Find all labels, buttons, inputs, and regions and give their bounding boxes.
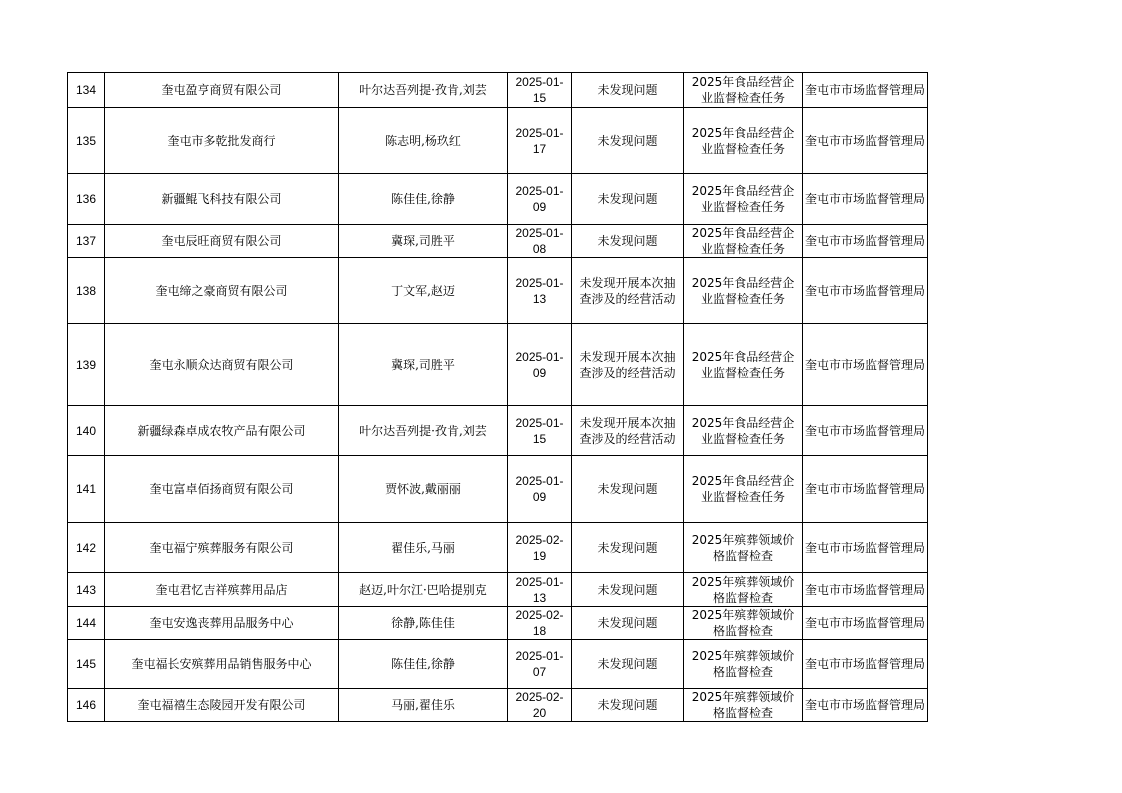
record-number: 140 [68, 406, 105, 456]
inspectors: 陈佳佳,徐静 [339, 174, 508, 225]
record-number: 146 [68, 689, 105, 722]
inspection-date: 2025-02-19 [508, 523, 572, 573]
agency: 奎屯市市场监督管理局 [803, 689, 928, 722]
company-name: 奎屯福宁殡葬服务有限公司 [105, 523, 339, 573]
inspection-date: 2025-01-13 [508, 258, 572, 324]
record-number: 143 [68, 573, 105, 607]
inspection-date: 2025-01-09 [508, 324, 572, 406]
agency: 奎屯市市场监督管理局 [803, 523, 928, 573]
agency: 奎屯市市场监督管理局 [803, 324, 928, 406]
inspection-task: 2025年殡葬领域价格监督检查 [684, 607, 803, 640]
inspection-result: 未发现问题 [572, 607, 684, 640]
inspection-task: 2025年殡葬领域价格监督检查 [684, 573, 803, 607]
inspection-date: 2025-01-17 [508, 108, 572, 174]
agency: 奎屯市市场监督管理局 [803, 406, 928, 456]
inspection-result: 未发现问题 [572, 523, 684, 573]
record-number: 139 [68, 324, 105, 406]
inspection-date: 2025-01-15 [508, 73, 572, 108]
company-name: 奎屯永顺众达商贸有限公司 [105, 324, 339, 406]
inspection-date: 2025-01-09 [508, 174, 572, 225]
inspectors: 马丽,翟佳乐 [339, 689, 508, 722]
inspection-date: 2025-01-13 [508, 573, 572, 607]
table-row [68, 73, 928, 108]
inspection-table [67, 72, 928, 722]
record-number: 141 [68, 456, 105, 523]
company-name: 奎屯福禧生态陵园开发有限公司 [105, 689, 339, 722]
table-row [68, 174, 928, 225]
record-number: 145 [68, 640, 105, 689]
inspection-task: 2025年食品经营企业监督检查任务 [684, 456, 803, 523]
record-number: 142 [68, 523, 105, 573]
inspection-task: 2025年食品经营企业监督检查任务 [684, 73, 803, 108]
company-name: 奎屯安逸丧葬用品服务中心 [105, 607, 339, 640]
inspection-result: 未发现问题 [572, 73, 684, 108]
inspection-result: 未发现开展本次抽查涉及的经营活动 [572, 258, 684, 324]
inspectors: 叶尔达吾列提·孜肯,刘芸 [339, 73, 508, 108]
inspection-result: 未发现问题 [572, 174, 684, 225]
agency: 奎屯市市场监督管理局 [803, 573, 928, 607]
company-name: 奎屯盈亨商贸有限公司 [105, 73, 339, 108]
table-row [68, 689, 928, 722]
inspectors: 翟佳乐,马丽 [339, 523, 508, 573]
table-row [68, 640, 928, 689]
agency: 奎屯市市场监督管理局 [803, 73, 928, 108]
agency: 奎屯市市场监督管理局 [803, 640, 928, 689]
company-name: 奎屯富卓佰扬商贸有限公司 [105, 456, 339, 523]
inspection-task: 2025年食品经营企业监督检查任务 [684, 258, 803, 324]
record-number: 134 [68, 73, 105, 108]
inspection-task: 2025年殡葬领域价格监督检查 [684, 689, 803, 722]
table-row [68, 573, 928, 607]
inspectors: 叶尔达吾列提·孜肯,刘芸 [339, 406, 508, 456]
inspection-result: 未发现问题 [572, 108, 684, 174]
record-number: 144 [68, 607, 105, 640]
inspection-task: 2025年食品经营企业监督检查任务 [684, 406, 803, 456]
inspectors: 贾怀波,戴丽丽 [339, 456, 508, 523]
agency: 奎屯市市场监督管理局 [803, 456, 928, 523]
record-number: 137 [68, 225, 105, 258]
table-body [68, 73, 928, 722]
inspection-date: 2025-01-15 [508, 406, 572, 456]
inspectors: 冀琛,司胜平 [339, 225, 508, 258]
inspectors: 冀琛,司胜平 [339, 324, 508, 406]
inspection-result: 未发现问题 [572, 640, 684, 689]
inspection-result: 未发现问题 [572, 689, 684, 722]
table-row [68, 108, 928, 174]
table-row [68, 406, 928, 456]
table-row [68, 456, 928, 523]
inspectors: 丁文军,赵迈 [339, 258, 508, 324]
company-name: 奎屯市多乾批发商行 [105, 108, 339, 174]
inspection-task: 2025年殡葬领域价格监督检查 [684, 640, 803, 689]
inspection-date: 2025-01-09 [508, 456, 572, 523]
company-name: 奎屯君忆吉祥殡葬用品店 [105, 573, 339, 607]
company-name: 奎屯缔之豪商贸有限公司 [105, 258, 339, 324]
table-row [68, 324, 928, 406]
company-name: 新疆鲲飞科技有限公司 [105, 174, 339, 225]
inspection-date: 2025-02-18 [508, 607, 572, 640]
inspection-date: 2025-02-20 [508, 689, 572, 722]
inspection-task: 2025年食品经营企业监督检查任务 [684, 324, 803, 406]
inspection-result: 未发现问题 [572, 573, 684, 607]
inspectors: 陈志明,杨玖红 [339, 108, 508, 174]
inspection-result: 未发现开展本次抽查涉及的经营活动 [572, 324, 684, 406]
inspection-task: 2025年食品经营企业监督检查任务 [684, 108, 803, 174]
table-row [68, 258, 928, 324]
agency: 奎屯市市场监督管理局 [803, 174, 928, 225]
inspection-task: 2025年食品经营企业监督检查任务 [684, 174, 803, 225]
record-number: 136 [68, 174, 105, 225]
agency: 奎屯市市场监督管理局 [803, 258, 928, 324]
inspectors: 陈佳佳,徐静 [339, 640, 508, 689]
company-name: 奎屯福长安殡葬用品销售服务中心 [105, 640, 339, 689]
inspection-date: 2025-01-08 [508, 225, 572, 258]
inspection-result: 未发现开展本次抽查涉及的经营活动 [572, 406, 684, 456]
agency: 奎屯市市场监督管理局 [803, 607, 928, 640]
company-name: 新疆绿森卓成农牧产品有限公司 [105, 406, 339, 456]
record-number: 135 [68, 108, 105, 174]
agency: 奎屯市市场监督管理局 [803, 225, 928, 258]
inspection-result: 未发现问题 [572, 456, 684, 523]
inspection-result: 未发现问题 [572, 225, 684, 258]
table-row [68, 225, 928, 258]
inspection-task: 2025年殡葬领域价格监督检查 [684, 523, 803, 573]
agency: 奎屯市市场监督管理局 [803, 108, 928, 174]
table-row [68, 607, 928, 640]
inspection-date: 2025-01-07 [508, 640, 572, 689]
inspection-task: 2025年食品经营企业监督检查任务 [684, 225, 803, 258]
inspectors: 徐静,陈佳佳 [339, 607, 508, 640]
record-number: 138 [68, 258, 105, 324]
inspectors: 赵迈,叶尔江·巴哈提别克 [339, 573, 508, 607]
table-row [68, 523, 928, 573]
company-name: 奎屯辰旺商贸有限公司 [105, 225, 339, 258]
